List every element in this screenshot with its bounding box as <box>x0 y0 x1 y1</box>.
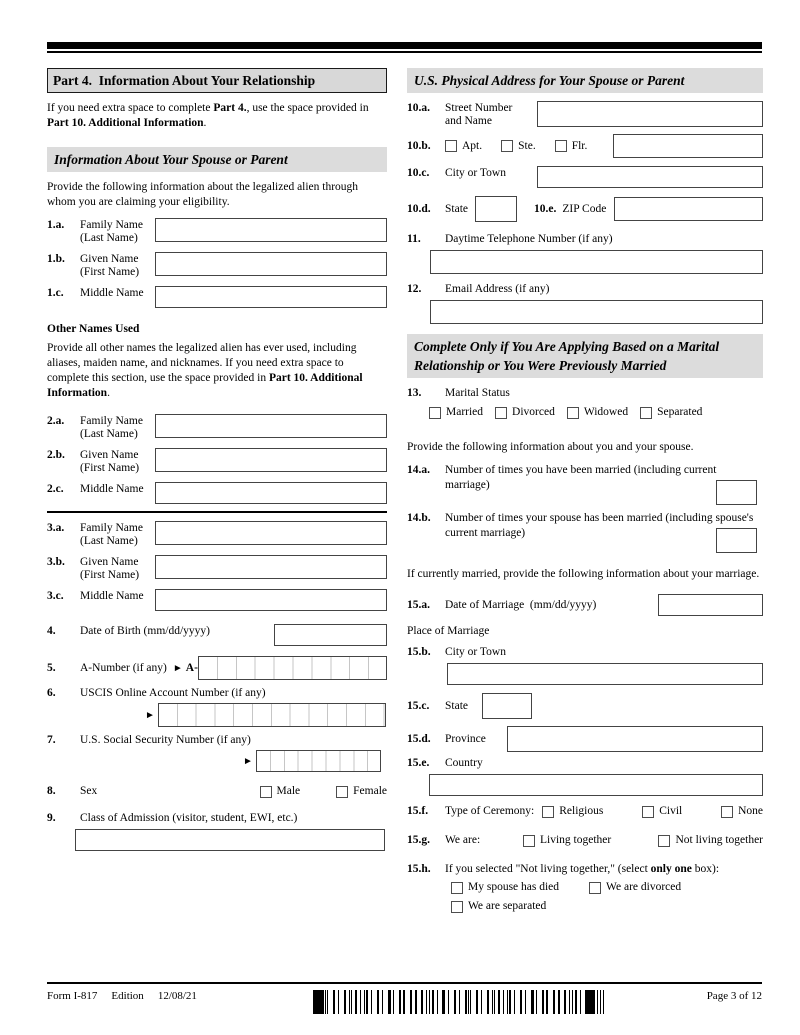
right-column <box>407 68 763 914</box>
field-14b-spouse-times-married <box>407 511 763 559</box>
ceremony-options <box>542 804 763 819</box>
arrow-icon: ► <box>243 755 253 767</box>
field-7-input-row <box>47 750 387 772</box>
field-label <box>80 252 155 279</box>
label-text: If you selected "Not living together," (select <box>445 863 651 875</box>
checkbox-widowed[interactable] <box>567 405 628 420</box>
arrow-icon: ► <box>172 662 183 674</box>
field-label: Sex <box>80 785 98 797</box>
field-number: 10.a. <box>407 102 430 114</box>
checkbox-label: None <box>738 805 763 817</box>
field-15c-state <box>407 693 763 719</box>
field-label: Province <box>445 732 486 745</box>
checkbox-label: We are divorced <box>606 881 682 893</box>
checkbox-male[interactable] <box>260 784 301 799</box>
field-number: 2.a. <box>47 415 65 427</box>
label-line1: Family Name <box>80 219 143 231</box>
checkbox-not-living-together[interactable] <box>658 833 763 848</box>
checkbox-icon[interactable] <box>589 882 601 894</box>
checkbox-icon[interactable] <box>451 901 463 913</box>
field-15e-country <box>407 756 763 771</box>
marriage-country-input[interactable] <box>429 774 763 796</box>
intro-bold-part4: Part 4. <box>213 102 247 114</box>
field-6-input-row <box>47 703 387 727</box>
field-15d-province <box>407 726 763 752</box>
checkbox-religious[interactable] <box>542 804 603 819</box>
intro-text: If you need extra space to complete <box>47 102 214 114</box>
field-15f-ceremony <box>407 804 763 819</box>
part4-intro <box>47 101 387 131</box>
top-rule <box>47 42 762 53</box>
field-number: 9. <box>47 812 56 824</box>
field-label: State <box>445 699 468 712</box>
checkbox-label: Living together <box>540 834 612 846</box>
checkbox-label: Divorced <box>512 406 555 418</box>
checkbox-label: Civil <box>659 805 683 817</box>
field-3b-given-name <box>47 555 387 582</box>
checkbox-label: Widowed <box>583 406 629 418</box>
times-married-input[interactable] <box>716 480 757 505</box>
field-2b-given-name <box>47 448 387 475</box>
checkbox-label: We are separated <box>468 900 547 912</box>
barcode-tail-stripes <box>597 990 605 1014</box>
checkbox-married[interactable] <box>429 405 483 420</box>
field-number: 15.c. <box>407 699 430 712</box>
state-input[interactable] <box>475 196 517 222</box>
field-number: 3.c. <box>47 590 64 602</box>
label-line2: (First Name) <box>80 462 140 474</box>
checkbox-apt[interactable] <box>445 139 482 154</box>
field-number: 15.d. <box>407 732 431 745</box>
field-label: Number of times your spouse has been married (including spouse's current marriage) <box>445 512 754 539</box>
field-5-a-number <box>47 656 387 680</box>
phone-input[interactable] <box>430 250 763 274</box>
class-of-admission-input[interactable] <box>75 829 385 851</box>
label-line1: Middle Name <box>80 590 144 602</box>
checkbox-label: Separated <box>657 406 703 418</box>
field-number: 3.b. <box>47 556 65 568</box>
date-of-birth-input[interactable] <box>274 624 387 646</box>
label-line1: Given Name <box>80 556 139 568</box>
field-2a-family-name <box>47 414 387 441</box>
label-line1: Given Name <box>80 449 139 461</box>
field-number: 4. <box>47 625 56 637</box>
middle-name-2-input[interactable] <box>155 482 387 504</box>
barcode <box>313 990 605 1014</box>
field-number: 15.a. <box>407 598 430 611</box>
zip-input[interactable] <box>614 197 763 221</box>
field-number: 11. <box>407 233 421 245</box>
checkbox-we-are-divorced[interactable] <box>589 880 681 895</box>
field-label: Country <box>445 757 483 769</box>
field-number: 8. <box>47 785 56 797</box>
desc-text: . <box>107 387 110 399</box>
checkbox-label: Apt. <box>462 139 483 152</box>
field-10b-unit <box>407 134 763 158</box>
label-line1: Family Name <box>80 415 143 427</box>
field-3a-family-name <box>47 521 387 548</box>
given-name-3-input[interactable] <box>155 555 387 579</box>
field-label <box>80 521 155 548</box>
field-label <box>80 448 155 475</box>
field-label <box>80 414 155 441</box>
field-7-ssn <box>47 733 387 748</box>
label-line1: Middle Name <box>80 483 144 495</box>
field-number: 1.a. <box>47 219 65 231</box>
checkbox-spouse-died[interactable] <box>451 880 559 895</box>
left-column <box>47 68 387 851</box>
field-label: Marital Status <box>445 387 510 399</box>
unit-number-input[interactable] <box>613 134 763 158</box>
middle-name-3-input[interactable] <box>155 589 387 611</box>
field-number: 2.b. <box>47 449 65 461</box>
section-divider <box>47 511 387 513</box>
label-line1: Given Name <box>80 253 139 265</box>
checkbox-icon[interactable] <box>260 786 272 798</box>
spouse-info-desc: Provide the following information about you and your spouse. <box>407 441 694 453</box>
label-line2: (Last Name) <box>80 232 138 244</box>
checkbox-label: Married <box>446 406 484 418</box>
field-label: Date of Birth (mm/dd/yyyy) <box>80 625 210 637</box>
field-number: 1.c. <box>47 287 64 299</box>
field-number: 6. <box>47 687 56 699</box>
field-10d-10e-state-zip <box>407 196 763 222</box>
intro-text: . <box>203 117 207 129</box>
field-number: 15.h. <box>407 863 431 875</box>
intro-text: , use the space provided in <box>246 102 369 114</box>
field-label: USCIS Online Account Number (if any) <box>80 687 266 699</box>
barcode-end-block <box>586 990 595 1014</box>
uscis-account-comb-input[interactable] <box>158 703 386 727</box>
checkbox-icon[interactable] <box>721 806 733 818</box>
barcode-start-block <box>313 990 322 1014</box>
field-label: Daytime Telephone Number (if any) <box>445 233 613 245</box>
field-label: Email Address (if any) <box>445 283 550 295</box>
footer-page-number: Page 3 of 12 <box>706 990 762 1002</box>
field-number: 10.b. <box>407 139 431 152</box>
other-names-title: Other Names Used <box>47 323 140 335</box>
label-bold: only one <box>650 863 692 875</box>
checkbox-label: Religious <box>559 805 604 817</box>
label-line2: (Last Name) <box>80 535 138 547</box>
checkbox-living-together[interactable] <box>523 833 611 848</box>
email-input[interactable] <box>430 300 763 324</box>
checkbox-icon[interactable] <box>451 882 463 894</box>
field-number: 14.b. <box>407 512 431 524</box>
field-number: 15.f. <box>407 805 429 817</box>
given-name-1-input[interactable] <box>155 252 387 276</box>
field-number: 12. <box>407 283 422 295</box>
checkbox-label: Not living together <box>675 834 763 846</box>
not-living-options-row1 <box>451 880 763 895</box>
spouse-times-married-input[interactable] <box>716 528 757 553</box>
field-number: 7. <box>47 734 56 746</box>
state-label: State <box>445 202 468 215</box>
top-rule-thick <box>47 42 762 49</box>
edition-date: 12/08/21 <box>157 990 197 1002</box>
field-15g-we-are <box>407 833 763 848</box>
field-10c-city <box>407 166 763 188</box>
field-4-date-of-birth <box>47 624 387 646</box>
label-line1: City or Town <box>445 167 506 179</box>
checkbox-label: Flr. <box>571 139 588 152</box>
checkbox-label: My spouse has died <box>468 881 560 893</box>
checkbox-icon[interactable] <box>640 407 652 419</box>
field-label <box>80 482 155 496</box>
checkbox-icon[interactable] <box>555 140 567 152</box>
marital-status-options <box>429 405 763 420</box>
field-1a-family-name <box>47 218 387 245</box>
field-9-class-of-admission <box>47 811 387 826</box>
field-3c-middle-name <box>47 589 387 611</box>
marriage-state-input[interactable] <box>482 693 532 719</box>
label-line1: Middle Name <box>80 287 144 299</box>
address-section-header: U.S. Physical Address for Your Spouse or Parent <box>407 68 763 93</box>
family-name-2-input[interactable] <box>155 414 387 438</box>
field-label <box>80 555 155 582</box>
checkbox-icon[interactable] <box>336 786 348 798</box>
field-label <box>445 862 763 877</box>
field-number: 13. <box>407 387 422 399</box>
checkbox-label: Ste. <box>518 139 536 152</box>
checkbox-we-are-separated[interactable] <box>451 899 546 914</box>
checkbox-icon[interactable] <box>567 407 579 419</box>
checkbox-icon[interactable] <box>523 835 535 847</box>
field-label <box>80 589 155 603</box>
checkbox-icon[interactable] <box>501 140 513 152</box>
label-line1: Family Name <box>80 522 143 534</box>
footer-form-info <box>47 989 211 1004</box>
checkbox-icon[interactable] <box>445 140 457 152</box>
desc-text: Provide all other names the legalized alien has ever used, including aliases, maiden name, and nicknames. If you need extra space to complete this section, use the space provided in <box>47 342 357 384</box>
field-number: 10.e. <box>534 202 557 215</box>
checkbox-flr[interactable] <box>555 139 588 154</box>
top-rule-thin <box>47 51 762 53</box>
marriage-city-input[interactable] <box>447 663 763 685</box>
page-footer <box>47 982 762 1014</box>
field-15b-city <box>407 645 763 660</box>
checkbox-civil[interactable] <box>642 804 682 819</box>
checkbox-ste[interactable] <box>501 139 536 154</box>
label-line2: and Name <box>445 115 492 127</box>
date-of-marriage-input[interactable] <box>658 594 763 616</box>
currently-married-desc: If currently married, provide the following information about your marriage. <box>407 568 760 580</box>
label-line2: (Last Name) <box>80 428 138 440</box>
a-number-prefix: A- <box>185 661 198 674</box>
field-1b-given-name <box>47 252 387 279</box>
checkbox-icon[interactable] <box>429 407 441 419</box>
street-input[interactable] <box>537 101 763 127</box>
zip-label: ZIP Code <box>562 202 607 215</box>
intro-bold-part10: Part 10. Additional Information <box>47 117 204 129</box>
field-10a-street <box>407 101 763 128</box>
label-text: box): <box>691 863 720 875</box>
place-of-marriage-label: Place of Marriage <box>407 625 490 637</box>
field-label: We are: <box>445 834 481 846</box>
field-14a-times-married <box>407 463 763 509</box>
field-label <box>445 101 537 128</box>
spouse-section-desc: Provide the following information about the legalized alien through whom you are claiming your eligibility. <box>47 181 359 208</box>
field-number: 15.b. <box>407 646 431 658</box>
field-6-uscis-account <box>47 686 387 701</box>
field-number: 10.d. <box>407 202 431 215</box>
field-label: Date of Marriage (mm/dd/yyyy) <box>445 598 597 611</box>
checkbox-icon[interactable] <box>495 407 507 419</box>
form-number: Form I-817 <box>47 990 98 1002</box>
field-1c-middle-name <box>47 286 387 308</box>
ssn-comb-input[interactable] <box>256 750 381 772</box>
field-number: 2.c. <box>47 483 64 495</box>
field-label: A-Number (if any) <box>80 661 167 674</box>
field-8-sex <box>47 784 387 799</box>
field-2c-middle-name <box>47 482 387 504</box>
checkbox-label: Female <box>353 785 387 797</box>
family-name-1-input[interactable] <box>155 218 387 242</box>
field-label: Number of times you have been married (including current marriage) <box>445 464 717 491</box>
field-label: Class of Admission (visitor, student, EWI, etc.) <box>80 812 298 824</box>
field-label <box>445 166 537 180</box>
checkbox-icon[interactable] <box>642 806 654 818</box>
field-number: 14.a. <box>407 464 430 476</box>
field-15h-not-living-together <box>407 862 763 877</box>
field-label: City or Town <box>445 646 506 658</box>
field-number: 3.a. <box>47 522 65 534</box>
field-number: 15.g. <box>407 834 430 846</box>
field-number: 1.b. <box>47 253 65 265</box>
field-number: 5. <box>47 661 56 674</box>
label-line2: (First Name) <box>80 266 140 278</box>
spouse-section-header: Information About Your Spouse or Parent <box>47 147 387 172</box>
checkbox-female[interactable] <box>336 784 387 799</box>
field-number: 15.e. <box>407 757 430 769</box>
city-input[interactable] <box>537 166 763 188</box>
checkbox-divorced[interactable] <box>495 405 555 420</box>
barcode-stripes <box>322 990 586 1014</box>
label-line2: (First Name) <box>80 569 140 581</box>
marriage-province-input[interactable] <box>507 726 763 752</box>
desc-bold-part10: Part 10. Additional Information <box>47 372 363 399</box>
field-label <box>80 286 155 300</box>
part4-header: Part 4. Information About Your Relationship <box>47 68 387 93</box>
field-15a-date-of-marriage <box>407 594 763 616</box>
not-living-options-row2 <box>451 899 763 914</box>
checkbox-icon[interactable] <box>542 806 554 818</box>
field-label <box>80 218 155 245</box>
family-name-3-input[interactable] <box>155 521 387 545</box>
checkbox-separated[interactable] <box>640 405 702 420</box>
other-names-desc <box>47 341 387 401</box>
middle-name-1-input[interactable] <box>155 286 387 308</box>
field-12-email <box>407 282 763 297</box>
arrow-icon: ► <box>145 709 155 721</box>
marital-section-header: Complete Only if You Are Applying Based on a Marital Relationship or You Were Previously Married <box>407 334 763 378</box>
checkbox-none[interactable] <box>721 804 763 819</box>
field-label: Type of Ceremony: <box>445 805 535 817</box>
edition-label: Edition <box>111 990 144 1002</box>
checkbox-icon[interactable] <box>658 835 670 847</box>
a-number-comb-input[interactable] <box>198 656 387 680</box>
field-label: U.S. Social Security Number (if any) <box>80 734 251 746</box>
given-name-2-input[interactable] <box>155 448 387 472</box>
field-11-phone <box>407 232 763 247</box>
field-13-marital-status <box>407 386 763 401</box>
checkbox-label: Male <box>276 785 301 797</box>
field-number: 10.c. <box>407 167 430 179</box>
label-line1: Street Number <box>445 102 513 114</box>
